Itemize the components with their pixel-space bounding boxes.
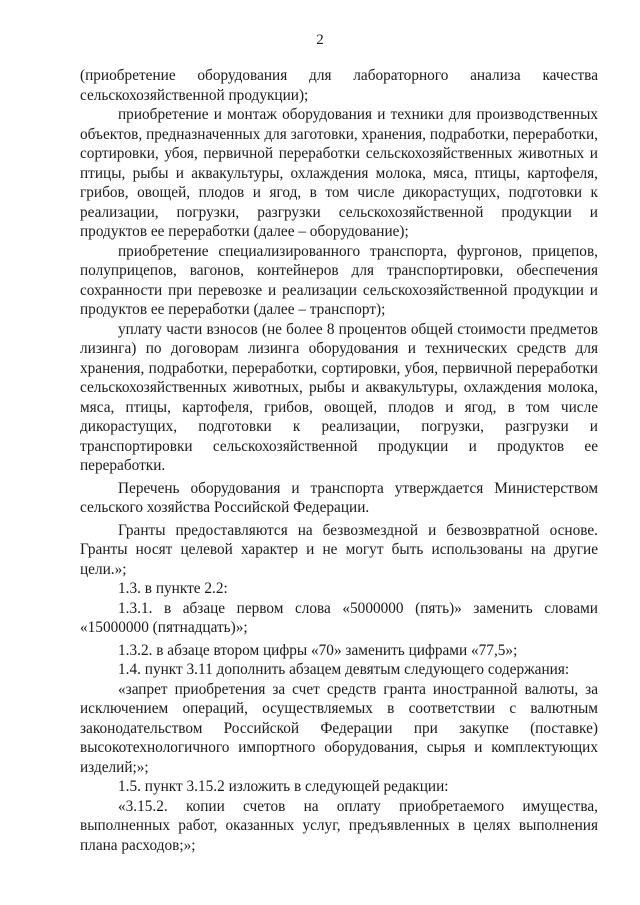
paragraph-item-1-3-2: 1.3.2. в абзаце втором цифры «70» заменить цифрами «77,5»;	[118, 641, 518, 659]
paragraph-currency-ban: «запрет приобретения за счет средств гранта иностранной валюты, за исключением операций, осуществляемых в соответствии с валютным законодательством Российской Федерации при закупке (поставке) высокотехнологичного импортного оборудования, сырья и комплектующих изделий;»;	[80, 680, 598, 776]
document-body	[80, 66, 598, 855]
paragraph-item-3-15-2: «3.15.2. копии счетов на оплату приобретаемого имущества, выполненных работ, оказанных услуг, предъявленных в целях выполнения плана расходов;»;	[80, 797, 598, 854]
paragraph-item-1-3: 1.3. в пункте 2.2:	[118, 580, 228, 597]
paragraph-leasing-payments: уплату части взносов (не более 8 процентов общей стоимости предметов лизинга) по договорам лизинга оборудования и технических средств для хранения, подработки, переработки, сортировки, убоя, первичной переработки сельскохозяйственных животных, рыбы и аквакультуры, охлаждения молока, мяса, птицы, картофеля, грибов, овощей, плодов и ягод, в том числе дикорастущих, подготовки к реализации, погрузки, разгрузки и транспортировки сельскохозяйственной продукции и продуктов ее переработки.	[80, 320, 598, 474]
paragraph-equipment-list: Перечень оборудования и транспорта утверждается Министерством сельского хозяйства Российской Федерации.	[80, 479, 598, 516]
paragraph-item-1-4: 1.4. пункт 3.11 дополнить абзацем девятым следующего содержания:	[118, 661, 570, 678]
paragraph-item-1-3-1: 1.3.1. в абзаце первом слова «5000000 (пять)» заменить словами «15000000 (пятнадцать)»;	[80, 599, 598, 636]
paragraph-transport-purchase: приобретение специализированного транспорта, фургонов, прицепов, полуприцепов, вагонов, контейнеров для транспортировки, обеспечения сохранности при перевозке и реализации сельскохозяйственной продукции и продуктов ее переработки (далее – транспорт);	[80, 242, 598, 318]
paragraph-equipment-lab: (приобретение оборудования для лабораторного анализа качества сельскохозяйственной продукции);	[80, 67, 598, 104]
paragraph-item-1-5: 1.5. пункт 3.15.2 изложить в следующей редакции:	[118, 778, 449, 795]
paragraph-grants-terms: Гранты предоставляются на безвозмездной и безвозвратной основе. Гранты носят целевой характер и не могут быть использованы на другие цели.»;	[80, 521, 598, 578]
paragraph-equipment-purchase: приобретение и монтаж оборудования и техники для производственных объектов, предназначенных для заготовки, хранения, подработки, переработки, сортировки, убоя, первичной переработки сельскохозяйственных животных и птицы, рыбы и аквакультуры, охлаждения молока, мяса, птицы, картофеля, грибов, овощей, плодов и ягод, в том числе дикорастущих, подготовки к реализации, погрузки, разгрузки сельскохозяйственной продукции и продуктов ее переработки (далее – оборудование);	[80, 106, 598, 240]
page-number: 2	[316, 32, 324, 48]
